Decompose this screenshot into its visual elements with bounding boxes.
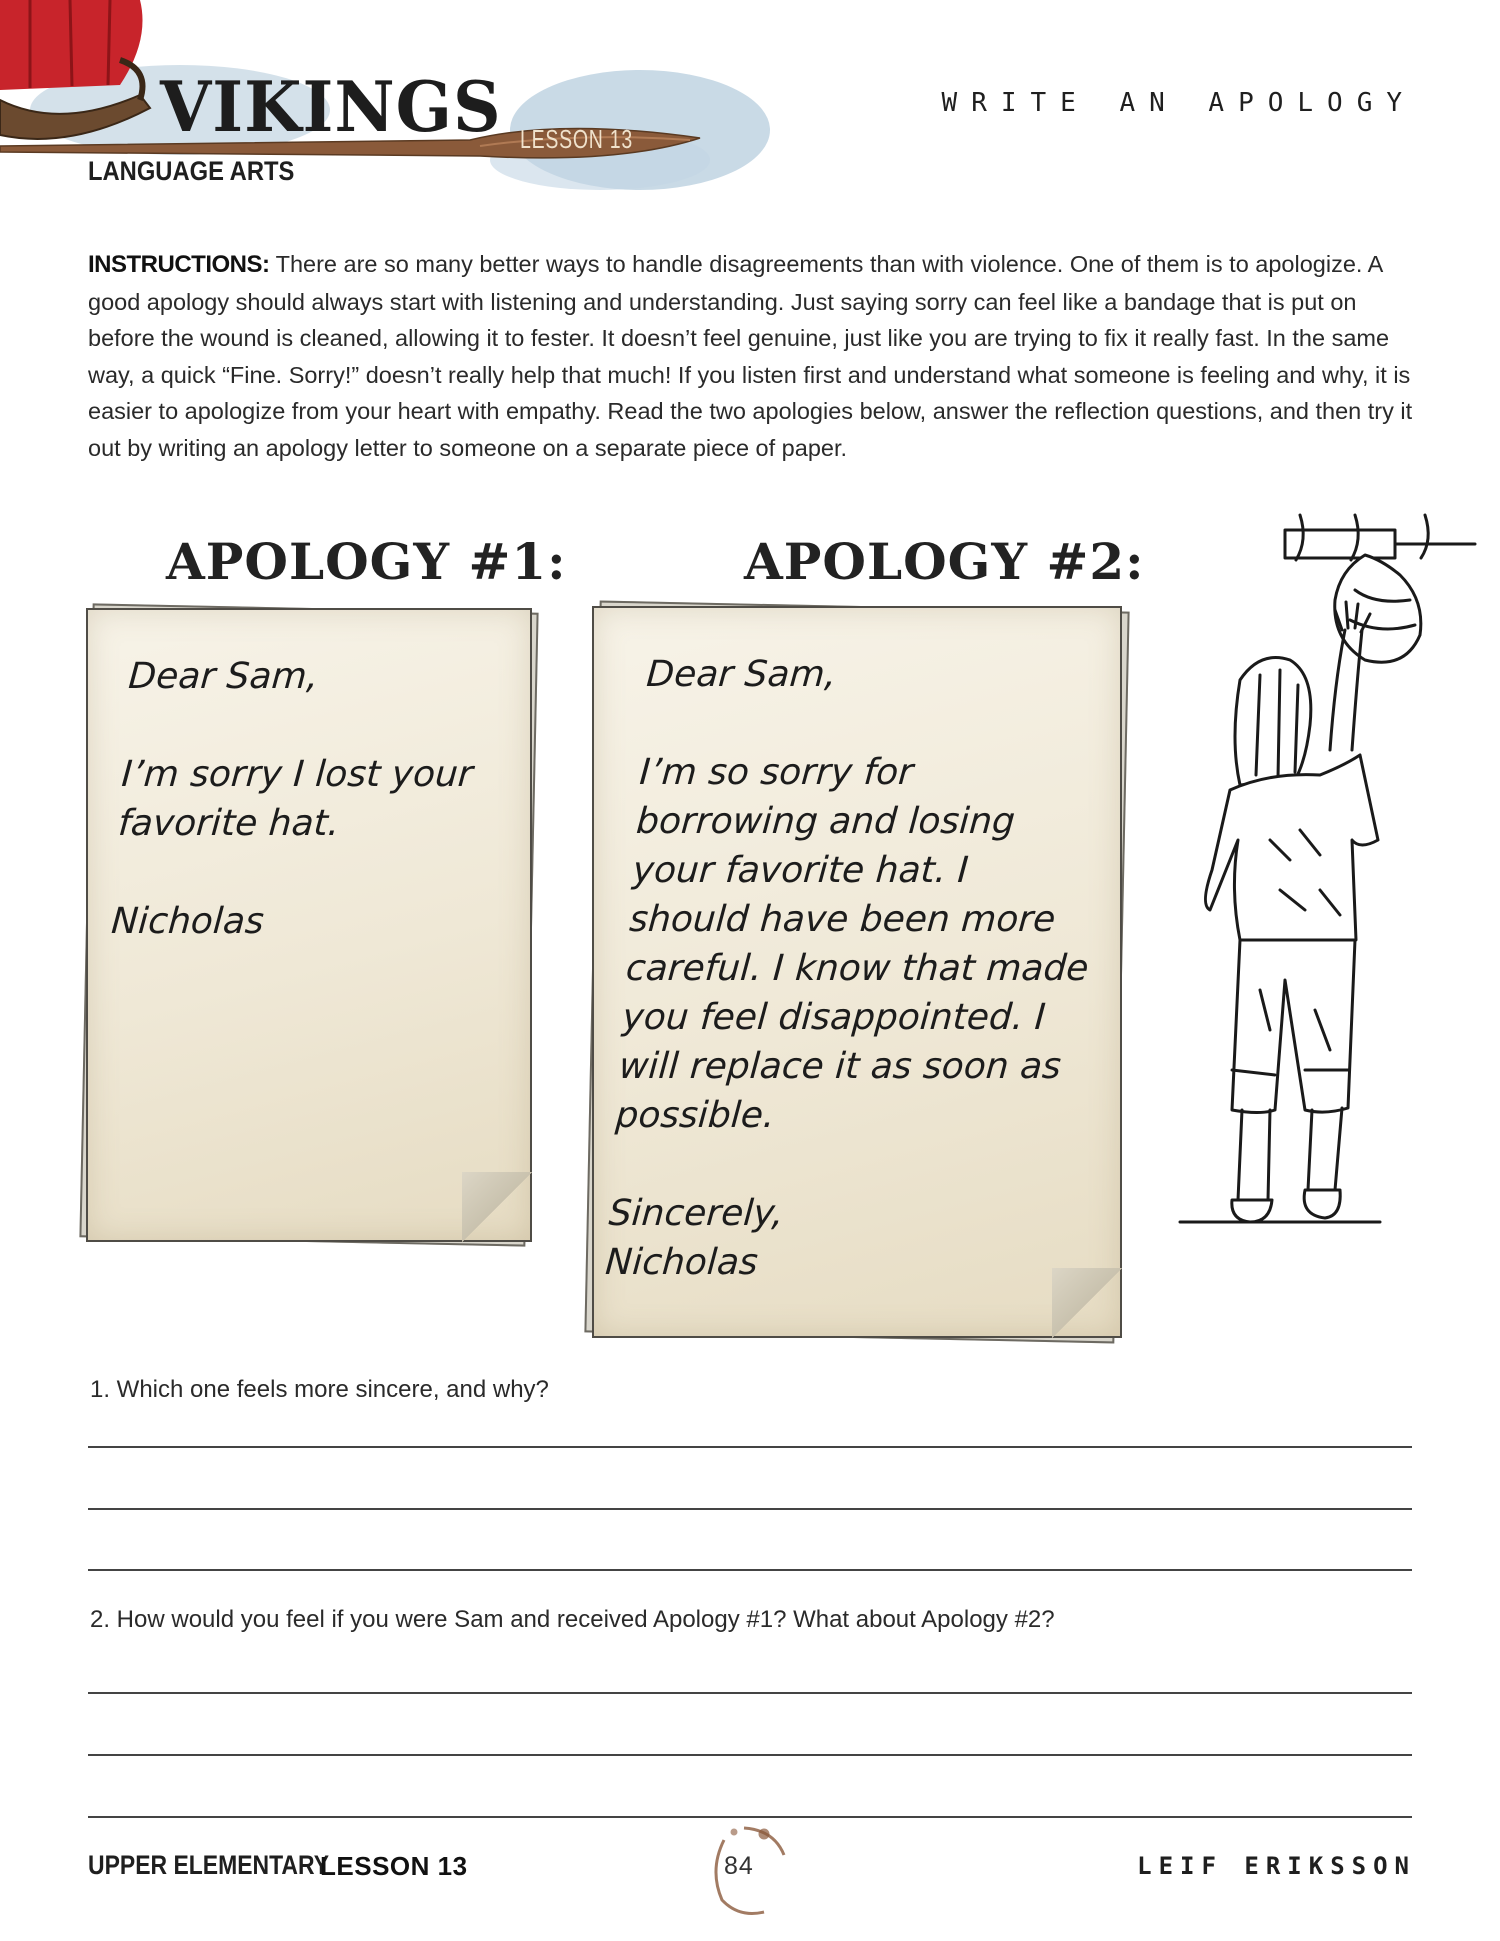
answer-line[interactable] [88, 1692, 1412, 1694]
letter-line: should have been more [627, 899, 1057, 940]
activity-title: WRITE AN APOLOGY [941, 88, 1416, 118]
lesson-tag: LESSON 13 [520, 124, 633, 154]
answer-line[interactable] [88, 1508, 1412, 1510]
apology-1-heading: APOLOGY #1: [166, 532, 567, 591]
hair [1235, 658, 1311, 786]
question-2: 2. How would you feel if you were Sam and received Apology #1? What about Apology #2? [90, 1606, 1055, 1633]
answer-line[interactable] [88, 1754, 1412, 1756]
footer-topic: LEIF ERIKSSON [1137, 1852, 1416, 1880]
shirt [1205, 755, 1378, 948]
letter-line: I’m so sorry for [638, 752, 915, 793]
peg-rack-icon [1285, 515, 1475, 560]
letter-line: possible. [614, 1095, 776, 1136]
apology-1-letter [110, 652, 531, 946]
subject-label: LANGUAGE ARTS [88, 156, 295, 186]
pants [1232, 940, 1355, 1113]
letter-line: you feel disappointed. I [621, 997, 1047, 1038]
letter-line: I’m sorry I lost your [120, 754, 475, 795]
letter-signature: Nicholas [110, 901, 266, 942]
instructions-block [88, 246, 1418, 467]
footer-grade-level: UPPER ELEMENTARY [88, 1850, 330, 1880]
apology-2-letter [604, 650, 1129, 1287]
letter-line: borrowing and losing [634, 801, 1017, 842]
shoe [1232, 1200, 1272, 1222]
letter-greeting: Dear Sam, [645, 654, 838, 695]
question-1: 1. Which one feels more sincere, and why? [90, 1376, 549, 1403]
apology-2-heading: APOLOGY #2: [744, 532, 1145, 591]
instructions-label: INSTRUCTIONS: [88, 251, 270, 278]
letter-line: careful. I know that made [624, 948, 1090, 989]
series-title: VIKINGS [160, 66, 502, 148]
arm [1330, 630, 1345, 750]
letter-line: favorite hat. [116, 803, 341, 844]
footer-lesson: LESSON 13 [320, 1851, 468, 1881]
letter-line: your favorite hat. I [631, 850, 970, 891]
letter-greeting: Dear Sam, [127, 656, 320, 697]
letter-line: will replace it as soon as [617, 1046, 1063, 1087]
letter-signature: Nicholas [604, 1242, 760, 1283]
shoe [1304, 1190, 1340, 1218]
girl-hanging-hat-illustration [1120, 510, 1480, 1310]
answer-line[interactable] [88, 1816, 1412, 1818]
page-number: 84 [724, 1852, 754, 1880]
answer-line[interactable] [88, 1446, 1412, 1448]
answer-line[interactable] [88, 1569, 1412, 1571]
instructions-text: There are so many better ways to handle disagreements than with violence. One of them is to apologize. A good apology should always start with listening and understanding. Just saying sorry can feel like a bandage that is put on before the wound is cleaned, allowing it to fester. It doesn’t feel genuine, just like you are trying to fix it really fast. In the same way, a quick “Fine. Sorry!” doesn’t really help that much! If you listen first and understand what someone is feeling and why, it is easier to apologize from your heart with empathy. Read the two apologies below, answer the reflection questions, and then try it out by writing an apology letter to someone on a separate piece of paper. [88, 251, 1413, 461]
letter-closing: Sincerely, [607, 1193, 785, 1234]
